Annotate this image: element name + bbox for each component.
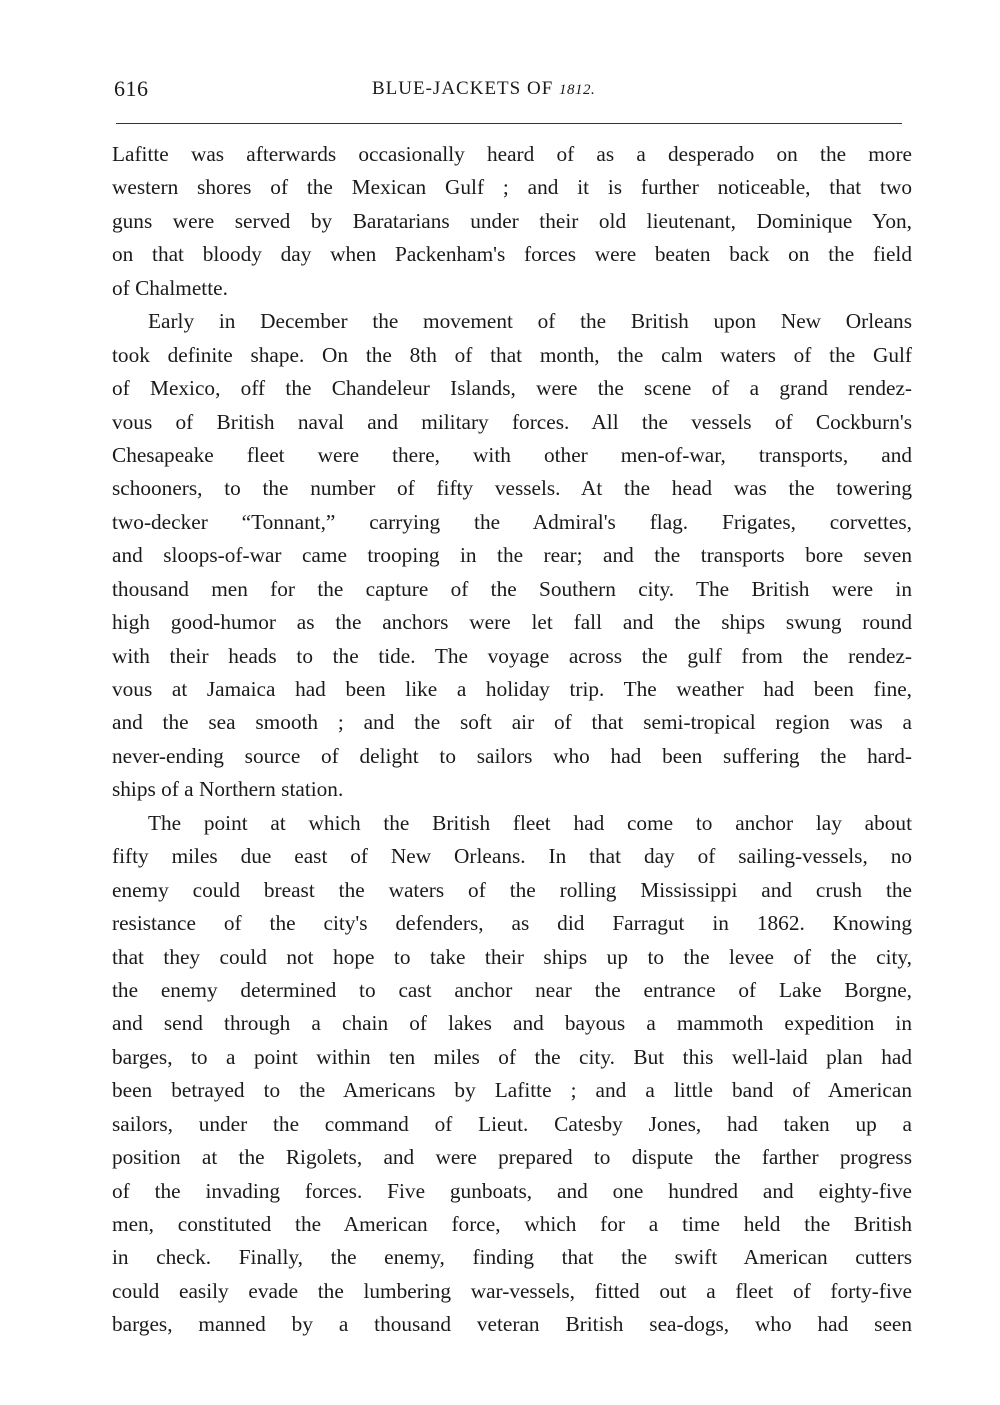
text-line: the enemy determined to cast anchor near the entrance of Lake Borgne, xyxy=(112,977,912,1002)
text-line: men, constituted the American force, which for a time held the British xyxy=(112,1212,912,1236)
text-line: vous of British naval and military forces. All the vessels of Cockburn's xyxy=(112,409,912,434)
text-line: fifty miles due east of New Orleans. In that day of sailing-vessels, no xyxy=(112,844,912,869)
running-title xyxy=(372,78,595,100)
text-line: could easily evade the lumbering war-vessels, fitted out a fleet of forty-five xyxy=(112,1278,912,1303)
text-line: barges, manned by a thousand veteran British sea-dogs, who had seen xyxy=(112,1312,912,1337)
text-line: position at the Rigolets, and were prepared to dispute the farther progress xyxy=(112,1145,912,1170)
text-line: and the sea smooth ; and the soft air of that semi-tropical region was a xyxy=(112,710,912,735)
paragraph-1 xyxy=(112,138,912,305)
text-line: of Mexico, off the Chandeleur Islands, were the scene of a grand rendez- xyxy=(112,376,912,401)
text-line: sailors, under the command of Lieut. Catesby Jones, had taken up a xyxy=(112,1111,912,1136)
text-line: Early in December the movement of the British upon New Orleans xyxy=(148,309,912,334)
text-line: on that bloody day when Packenham's forces were beaten back on the field xyxy=(112,242,912,267)
text-line: guns were served by Baratarians under their old lieutenant, Dominique Yon, xyxy=(112,208,912,233)
text-line: schooners, to the number of fifty vessels. At the head was the towering xyxy=(112,476,912,501)
running-head xyxy=(114,76,914,106)
text-line: thousand men for the capture of the Southern city. The British were in xyxy=(112,576,912,601)
header-rule xyxy=(116,123,902,124)
text-line: with their heads to the tide. The voyage across the gulf from the rendez- xyxy=(112,643,912,668)
text-line: of Chalmette. xyxy=(112,275,228,300)
text-line: in check. Finally, the enemy, finding that the swift American cutters xyxy=(112,1245,912,1270)
text-line: western shores of the Mexican Gulf ; and it is further noticeable, that two xyxy=(112,175,912,200)
text-line: The point at which the British fleet had come to anchor lay about xyxy=(148,810,912,835)
text-line: of the invading forces. Five gunboats, and one hundred and eighty-five xyxy=(112,1178,912,1203)
text-line: been betrayed to the Americans by Lafitte ; and a little band of American xyxy=(112,1078,912,1103)
text-line: enemy could breast the waters of the rolling Mississippi and crush the xyxy=(112,877,912,902)
text-line: high good-humor as the anchors were let fall and the ships swung round xyxy=(112,610,912,635)
paragraph-3 xyxy=(112,807,912,1342)
page-number: 616 xyxy=(114,76,149,101)
text-line: barges, to a point within ten miles of the city. But this well-laid plan had xyxy=(112,1044,912,1069)
text-line: vous at Jamaica had been like a holiday trip. The weather had been fine, xyxy=(112,677,912,701)
text-line: and sloops-of-war came trooping in the rear; and the transports bore seven xyxy=(112,543,912,568)
text-line: resistance of the city's defenders, as did Farragut in 1862. Knowing xyxy=(112,911,912,936)
running-title-year: 1812. xyxy=(559,82,596,98)
running-title-text: BLUE-JACKETS OF xyxy=(372,78,560,99)
text-line: Chesapeake fleet were there, with other men-of-war, transports, and xyxy=(112,442,912,467)
text-line: ships of a Northern station. xyxy=(112,777,344,802)
text-line: and send through a chain of lakes and bayous a mammoth expedition in xyxy=(112,1011,912,1036)
paragraph-2 xyxy=(112,305,912,807)
text-line: two-decker “Tonnant,” carrying the Admiral's flag. Frigates, corvettes, xyxy=(112,509,912,534)
text-line: Lafitte was afterwards occasionally heard of as a desperado on the more xyxy=(112,142,912,166)
body-text xyxy=(112,138,912,1342)
text-line: that they could not hope to take their ships up to the levee of the city, xyxy=(112,944,912,969)
text-line: took definite shape. On the 8th of that month, the calm waters of the Gulf xyxy=(112,342,912,367)
text-line: never-ending source of delight to sailors who had been suffering the hard- xyxy=(112,743,912,768)
